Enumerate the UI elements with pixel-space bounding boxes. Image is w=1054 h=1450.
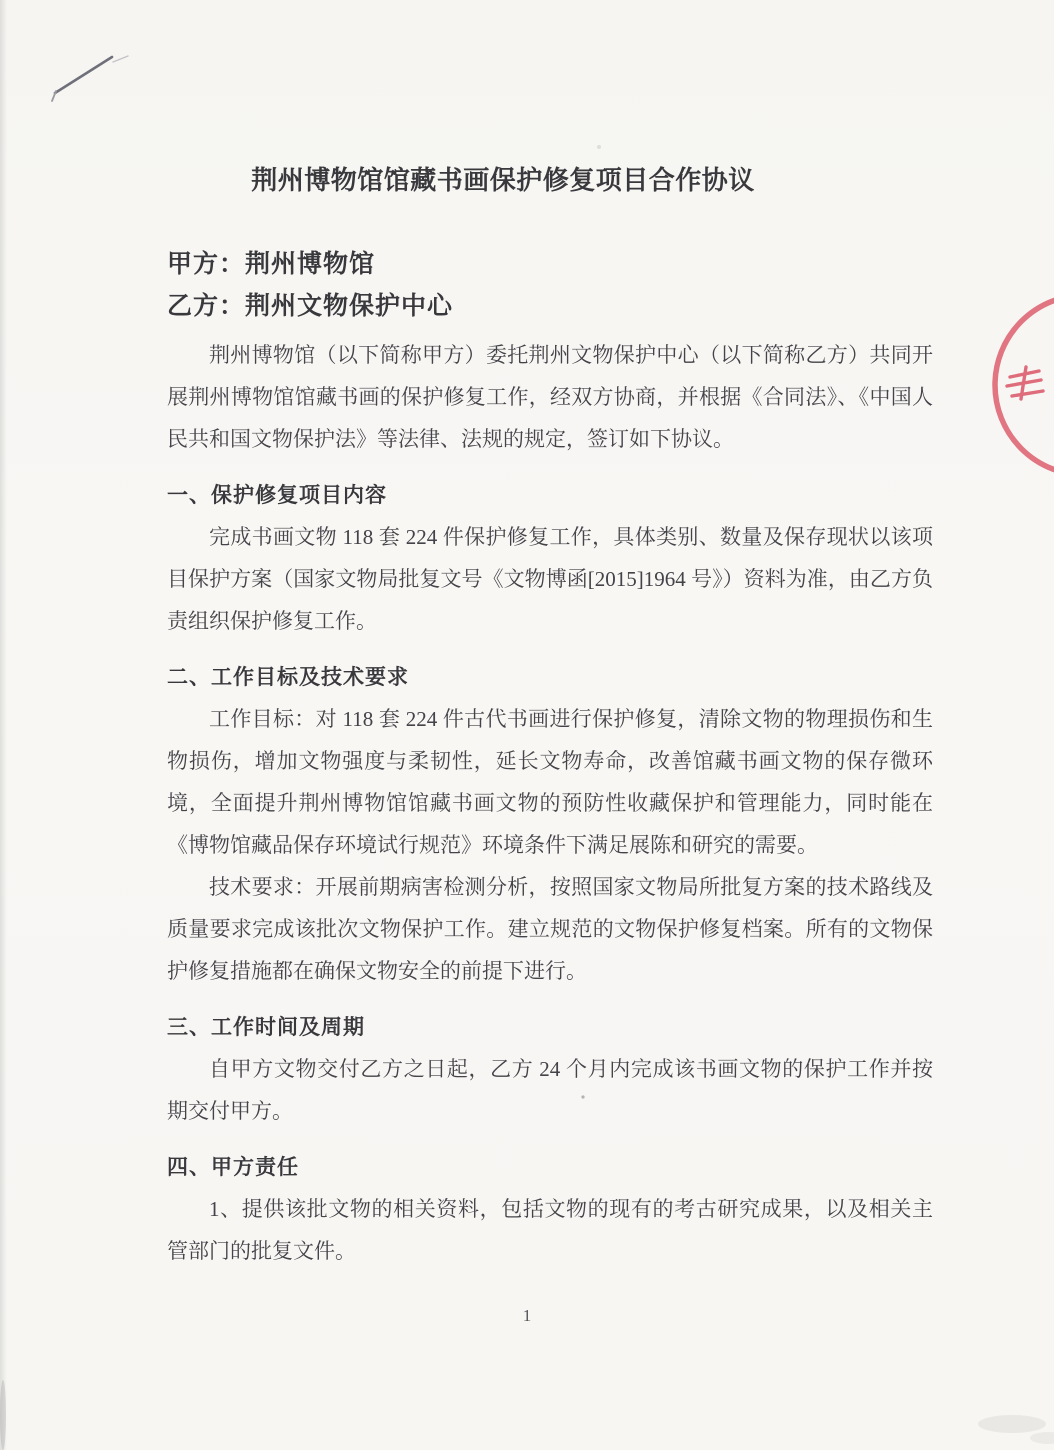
- section-3-heading: 三、工作时间及周期: [167, 1015, 365, 1039]
- party-a-line: 甲方：荆州博物馆: [167, 251, 376, 278]
- section-1-paragraph: 完成书画文物 118 套 224 件保护修复工作，具体类别、数量及保存现状以该项目保护方案（国家文物局批复文号《文物博函[2015]1964 号》）资料为准，由乙方负责组织保护修复工作。: [167, 525, 933, 633]
- section-1-heading: 一、保护修复项目内容: [167, 483, 387, 507]
- intro-paragraph: 荆州博物馆（以下简称甲方）委托荆州文物保护中心（以下简称乙方）共同开展荆州博物馆馆藏书画的保护修复工作，经双方协商，并根据《合同法》、《中国人民共和国文物保护法》等法律、法规的规定，签订如下协议。: [167, 343, 933, 451]
- section-4-paragraph: 1、提供该批文物的相关资料，包括文物的现有的考古研究成果，以及相关主管部门的批复文件。: [167, 1197, 933, 1263]
- document-body: [167, 244, 933, 1272]
- section-2-paragraph-goals: 工作目标：对 118 套 224 件古代书画进行保护修复，清除文物的物理损伤和生物损伤，增加文物强度与柔韧性，延长文物寿命，改善馆藏书画文物的保存微环境，全面提升荆州博物馆馆藏书画文物的预防性收藏保护和管理能力，同时能在《博物馆藏品保存环境试行规范》环境条件下满足展陈和研究的需要。: [167, 707, 933, 857]
- party-b-line: 乙方：荆州文物保护中心: [167, 293, 454, 320]
- section-4-heading: 四、甲方责任: [167, 1155, 299, 1179]
- page-number: 1: [522, 1306, 532, 1325]
- document-title: 荆州博物馆馆藏书画保护修复项目合作协议: [251, 166, 755, 195]
- section-3-paragraph: 自甲方文物交付乙方之日起，乙方 24 个月内完成该书画文物的保护工作并按期交付甲方。: [167, 1057, 933, 1123]
- section-2-heading: 二、工作目标及技术要求: [167, 665, 409, 689]
- section-2-paragraph-technical: 技术要求：开展前期病害检测分析，按照国家文物局所批复方案的技术路线及质量要求完成该批次文物保护工作。建立规范的文物保护修复档案。所有的文物保护修复措施都在确保文物安全的前提下进行。: [167, 875, 933, 983]
- scanner-edge-shadow: [0, 0, 7, 1450]
